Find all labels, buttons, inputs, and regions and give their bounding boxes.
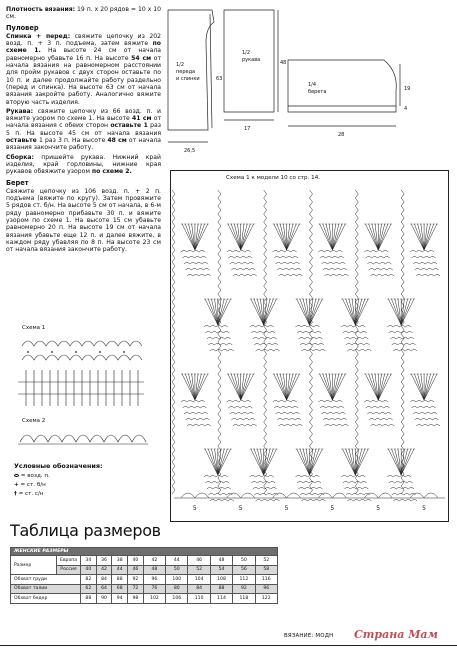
- sleeve-sketch-label-1: 1/2: [242, 50, 251, 56]
- size-row-hips: Обхват бедер 88 90 94 98 102 106 110 114 118 122: [11, 594, 278, 604]
- density: Плотность вязания: 19 п. х 20 рядов = 10 х 10 см.: [6, 6, 162, 21]
- legend-chain: = возд. п.: [14, 472, 103, 481]
- body-sketch-label-3: и спинки: [176, 76, 200, 82]
- size-row-russia: Россия 40 42 44 46 48 50 52 54 56 58: [11, 565, 278, 575]
- size-row-chest: Обхват груди 82 84 88 92 96 100 104 108 112 116: [11, 575, 278, 585]
- size-table-caption-row: [11, 548, 278, 556]
- beret-text: Свяжите цепочку из 106 возд. п. + 2 п. подъема (вяжите по кругу). Затем провяжите 5 рядов ст. б/н. На высоте 5 см от начала, в 6-м ряду равномерно прибавьте 30 п. и вяжите узором по схеме 1. На высоте 15 см убавьте равномерно 20 п. На высоте 19 см от начала вязания убавьте еще 12 п. и далее вяжите, в каждом ряду убавляя по 8 п. На высоте 23 см от начала вязания закончите работу.: [6, 187, 161, 254]
- sleeve-height: 48: [280, 60, 287, 66]
- waist-label: Обхват талии: [11, 584, 81, 594]
- beret-band: 4: [404, 106, 408, 112]
- pullover-heading: Пуловер: [6, 23, 39, 32]
- hips-label: Обхват бедер: [11, 594, 81, 604]
- sleeve-text: Рукава: свяжите цепочку из 66 возд. п. и вяжите узором по схеме 1. На высоте 41 см от начала вязания с обеих сторон оставьте 1 раз 5 п. На высоте 45 см от начала вязания оставьте 1 раз 3 п. На высоте 48 см от начала вязания закончите работу.: [6, 107, 162, 152]
- beret-width: 28: [338, 132, 345, 138]
- body-height: 63: [216, 76, 223, 82]
- repeat-count-label: 5: [284, 505, 289, 512]
- legend-title: Условные обозначения:: [14, 462, 103, 470]
- repeat-count-label: 5: [330, 505, 335, 512]
- size-row-europe: Размер Европа 34 36 38 40 42 44 46 48 50 52: [11, 556, 278, 566]
- chest-label: Обхват груди: [11, 575, 81, 585]
- size-table: [10, 547, 278, 604]
- sleeve-width: 17: [244, 126, 251, 132]
- pattern-instructions: [6, 6, 161, 256]
- beret-sketch-label-1: 1/4: [308, 82, 317, 88]
- site-watermark: Страна Мам: [354, 628, 438, 641]
- sleeve-sketch-label-2: рукава: [242, 57, 261, 63]
- footer-rule: [0, 645, 457, 646]
- footer-text: ВЯЗАНИЕ: МОДН: [284, 633, 334, 639]
- body-sketch-label-1: 1/2: [176, 62, 185, 68]
- repeat-count-label: 5: [376, 505, 381, 512]
- schema-2-label: Схема 2: [22, 418, 46, 424]
- schema-1-label: Схема 1: [22, 325, 46, 331]
- size-row-waist: Обхват талии 62 64 68 72 76 80 84 88 92 96: [11, 584, 278, 594]
- beret-heading: Берет: [6, 178, 29, 187]
- schema-2-mini-diagram: [14, 424, 164, 450]
- repeat-count-label: 5: [238, 505, 243, 512]
- legend-dc: † = ст. с/н: [14, 491, 44, 497]
- size-row-label: Размер: [11, 556, 57, 575]
- crochet-chart: [172, 186, 447, 520]
- body-width: 26,5: [184, 148, 196, 154]
- front-back-text: Спинка + перед: свяжите цепочку из 202 возд. п. + 3 п. подъема, затем вяжите по схеме 1. На высоте 24 см от начала равномерно убавьте 16 п. На высоте 54 см от начала вязания на равномерном расстоянии для пройм рукавов с двух сторон оставьте по 10 п. и далее продолжайте работу раздельно (перед и спинка). На высоте 63 см от начала вязания закройте работу. Аналогично вяжите вторую часть изделия.: [6, 32, 162, 106]
- russia-label: Россия: [57, 565, 81, 575]
- beret-sketch-label-2: берета: [308, 89, 327, 95]
- assembly-text: Сборка: пришейте рукава. Нижний край изделия, край горловины, нижние края рукавов обвяжите узором по схеме 2.: [6, 153, 161, 176]
- repeat-count-label: 5: [192, 505, 197, 512]
- size-table-caption: ЖЕНСКИЕ РАЗМЕРЫ: [11, 548, 278, 556]
- beret-height: 19: [404, 86, 411, 92]
- repeat-count-label: 5: [422, 505, 426, 512]
- legend-sc: + = ст. б/н: [14, 482, 46, 488]
- europe-label: Европа: [57, 556, 81, 566]
- garment-schematics: [160, 2, 457, 167]
- body-sketch-label-2: переда: [176, 69, 196, 75]
- crochet-diagram-title: Схема 1 к модели 10 со стр. 14.: [226, 175, 321, 181]
- size-table-title: Таблица размеров: [10, 521, 161, 540]
- legend: [14, 462, 103, 499]
- schema-1-mini-diagram: [14, 330, 164, 410]
